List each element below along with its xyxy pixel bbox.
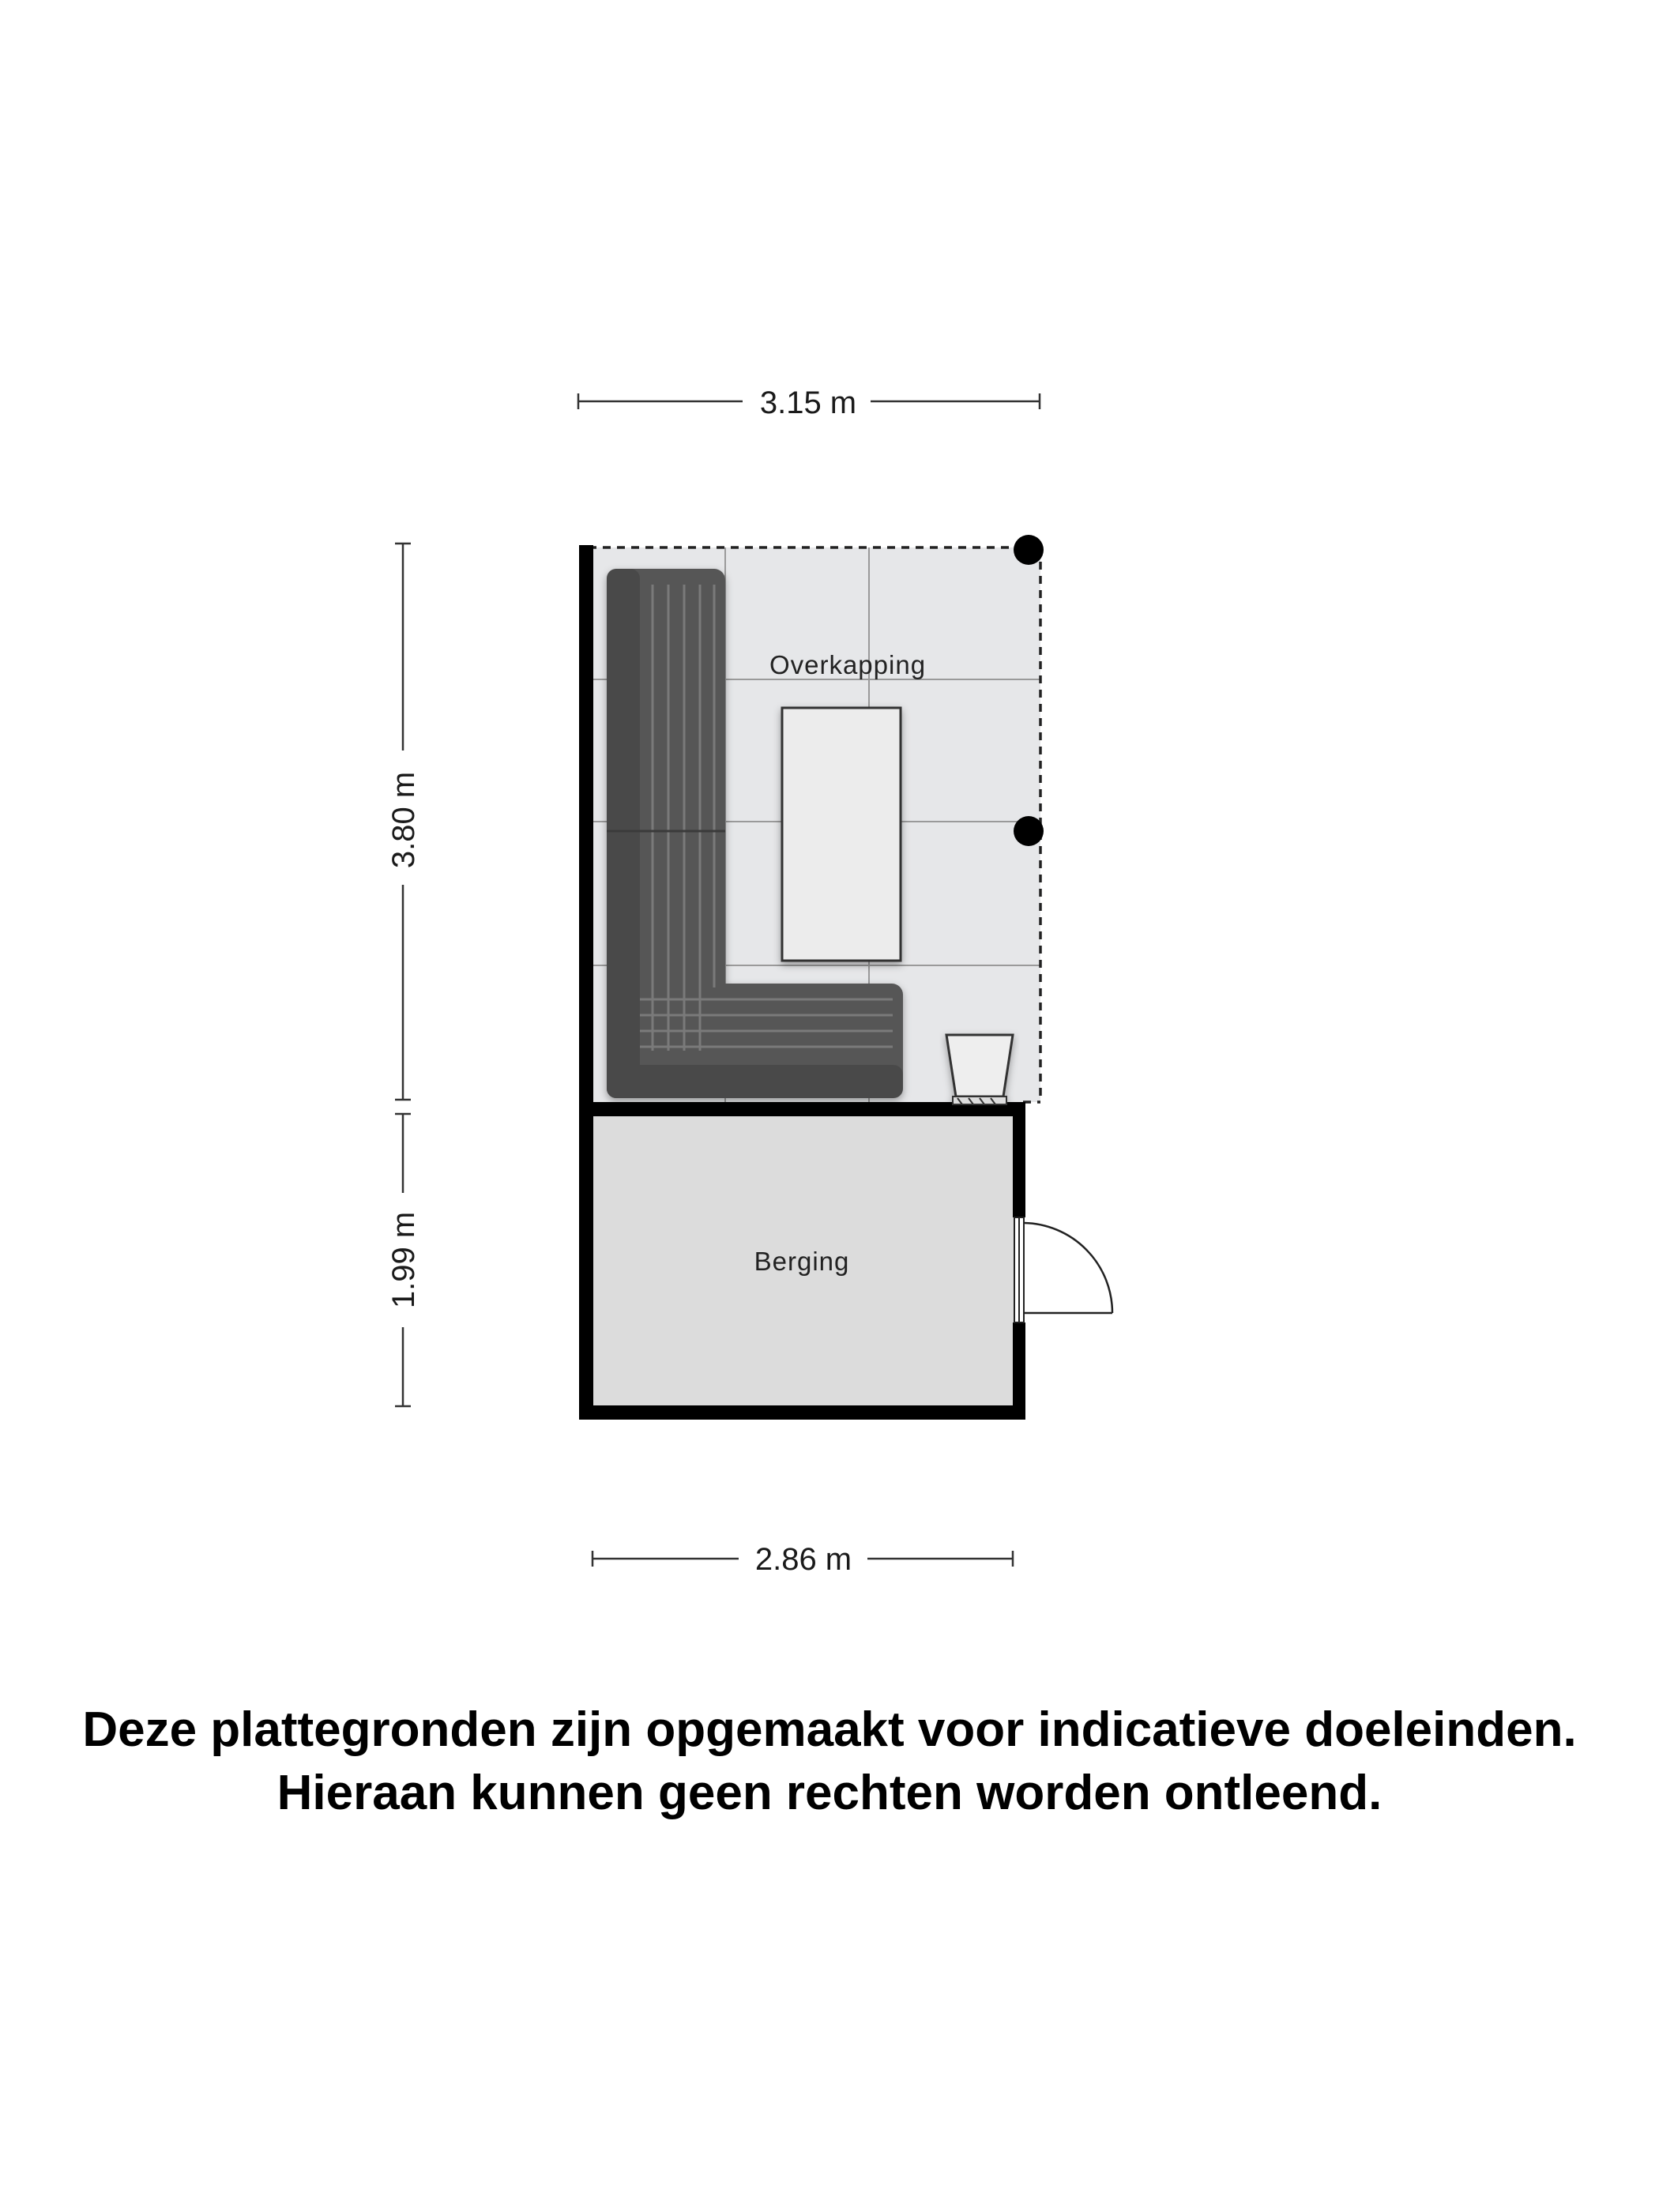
door-swing [1024,1223,1112,1313]
dimension-label-bottom: 2.86 m [754,1542,852,1577]
disclaimer-line-2: Hieraan kunnen geen rechten worden ontleend. [276,1766,1382,1820]
disclaimer [0,1698,1659,1825]
chair-icon [946,1035,1013,1104]
west-wall [579,545,593,1114]
dimension-label-left-lower: 1.99 m [386,1211,421,1309]
dimension-label-top: 3.15 m [759,386,857,420]
post-icon [1014,535,1044,565]
disclaimer-line-1: Deze plattegronden zijn opgemaakt voor indicatieve doeleinden. [82,1702,1577,1757]
table-icon [782,708,901,961]
post-icon [1014,816,1044,846]
room-label-berging: Berging [754,1247,850,1276]
dimension-label-left-upper: 3.80 m [386,771,421,869]
room-label-overkapping: Overkapping [769,650,927,679]
